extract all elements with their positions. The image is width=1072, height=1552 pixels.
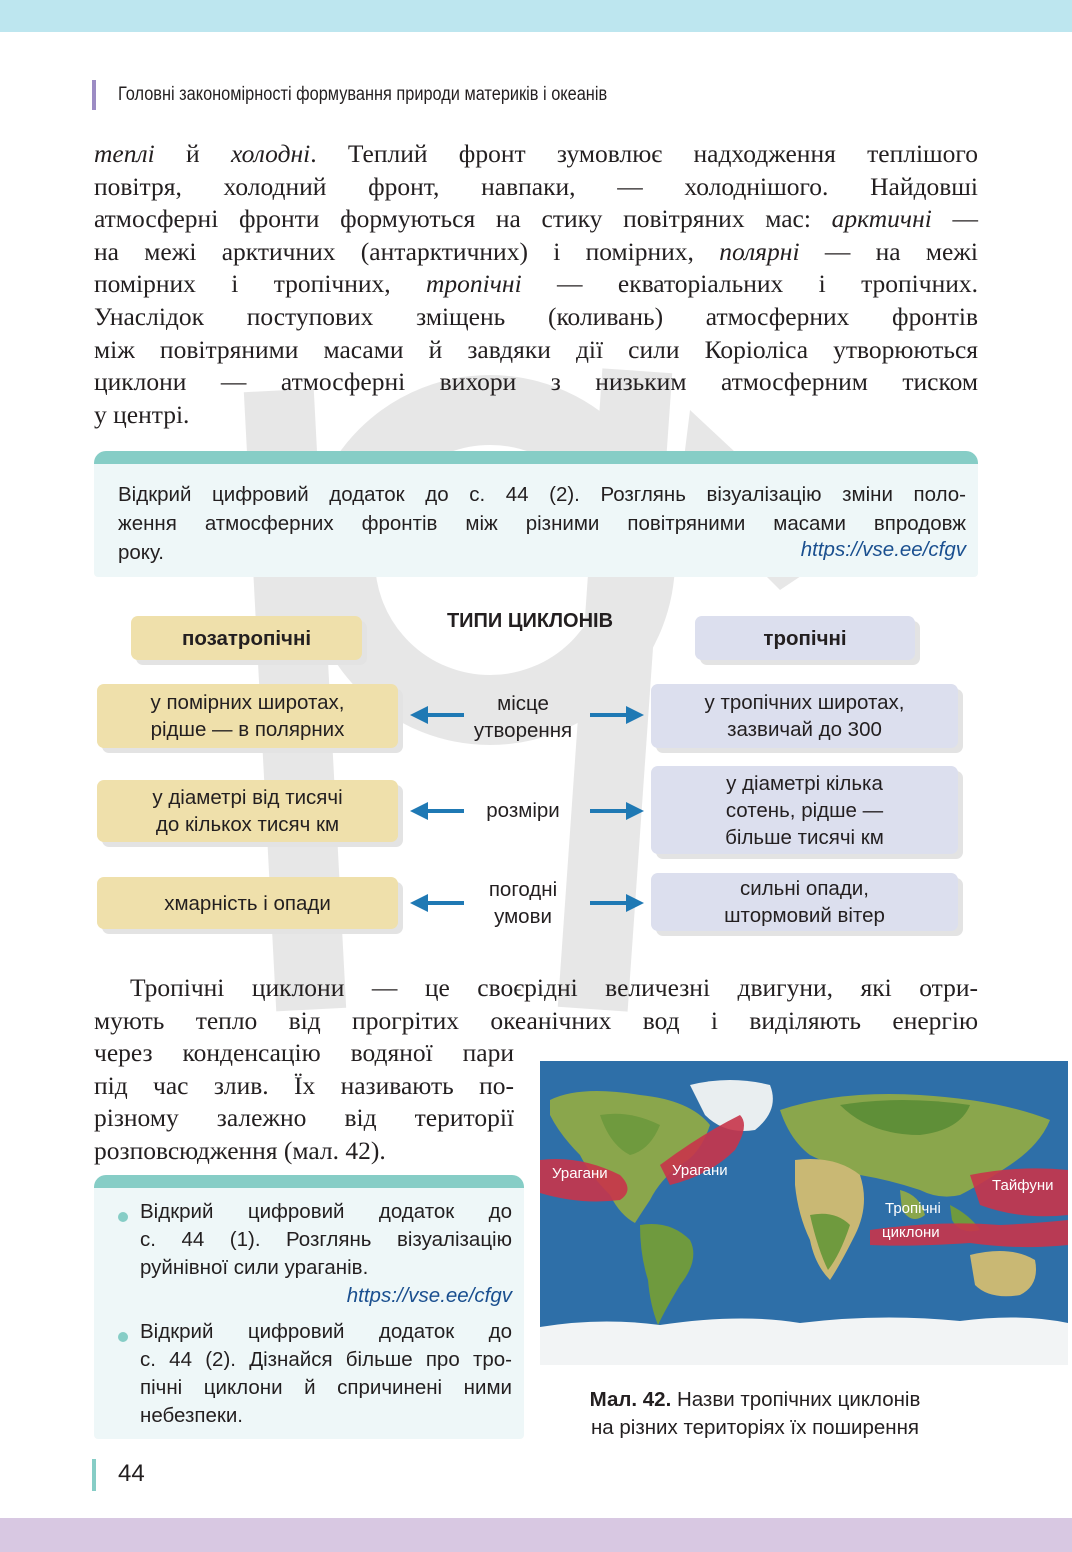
paragraph-line: різному залежно від території bbox=[94, 1103, 514, 1133]
page-number-bar bbox=[92, 1459, 96, 1491]
extratropical-header: позатропічні bbox=[131, 616, 362, 660]
left-arrow-icon bbox=[408, 700, 468, 730]
paragraph-line: повітря, холодний фронт, навпаки, — холоднішого. Найдовші bbox=[94, 171, 978, 201]
paragraph-line: розповсюдження (мал. 42). bbox=[94, 1135, 386, 1165]
top-color-band bbox=[0, 0, 1072, 32]
right-arrow-icon bbox=[586, 888, 646, 918]
supplement-item: Відкрий цифровий додаток до с. 44 (2). Дізнайся більше про тро- пічні циклони й спричинені ними небезпеки. bbox=[140, 1320, 512, 1427]
paragraph-line: у центрі. bbox=[94, 399, 190, 429]
paragraph-line: між повітряними масами й завдяки дії сили Коріоліса утворюються bbox=[94, 334, 978, 364]
paragraph-line: мують тепло від прогрітих океанічних вод і виділяють енергію bbox=[94, 1005, 978, 1035]
figure-caption: Мал. 42. Назви тропічних циклонів на різних територіях їх поширення bbox=[589, 1388, 921, 1439]
bullet-icon bbox=[118, 1212, 128, 1222]
paragraph-line: на межі арктичних (антарктичних) і помірних, полярні — на межі bbox=[94, 236, 979, 266]
digital-supplement-box-2 bbox=[94, 1175, 524, 1439]
map-label-typhoons: Тайфуни bbox=[992, 1177, 1054, 1194]
box-line: року. bbox=[118, 541, 164, 564]
page-number: 44 bbox=[118, 1460, 145, 1487]
extratropical-size: у діаметрі від тисячі до кількох тисяч км bbox=[97, 780, 398, 842]
running-title: Головні закономірності формування природи материків і океанів bbox=[118, 84, 608, 105]
right-arrow-icon bbox=[586, 700, 646, 730]
tropical-location: у тропічних широтах, зазвичай до 300 bbox=[651, 684, 958, 748]
size-label: розміри bbox=[486, 799, 560, 822]
paragraph-tropical-cyclones bbox=[94, 972, 978, 1037]
paragraph-line: Унаслідок поступових зміщень (коливань) атмосферних фронтів bbox=[94, 301, 978, 331]
supplement-link[interactable]: https://vse.ee/cfgv bbox=[346, 1284, 512, 1307]
bottom-color-band bbox=[0, 1518, 1072, 1552]
tropical-header: тропічні bbox=[695, 616, 915, 660]
map-label-hurricanes: Урагани bbox=[672, 1162, 728, 1179]
box-line: ження атмосферних фронтів між різними повітряними масами впродовж bbox=[118, 512, 966, 535]
paragraph-line: циклони — атмосферні вихори з низьким атмосферним тиском bbox=[94, 367, 978, 397]
tropical-size: у діаметрі кілька сотень, рідше — більше тисячі км bbox=[651, 766, 958, 854]
diagram-title: ТИПИ ЦИКЛОНІВ bbox=[446, 610, 614, 632]
left-arrow-icon bbox=[408, 796, 468, 826]
supplement-link[interactable]: https://vse.ee/cfgv bbox=[800, 538, 966, 561]
tropical-weather: сильні опади, штормовий вітер bbox=[651, 873, 958, 931]
box-line: Відкрий цифровий додаток до с. 44 (2). Розглянь візуалізацію зміни поло- bbox=[118, 483, 966, 506]
world-map-tropical-cyclones bbox=[540, 1055, 1068, 1365]
paragraph-fronts bbox=[94, 138, 978, 431]
extratropical-location: у помірних широтах, рідше — в полярних bbox=[97, 684, 398, 748]
left-arrow-icon bbox=[408, 888, 468, 918]
map-label-hurricanes: Урагани bbox=[552, 1165, 608, 1182]
digital-supplement-box bbox=[94, 451, 978, 577]
bullet-icon bbox=[118, 1332, 128, 1342]
supplement-item: Відкрий цифровий додаток до с. 44 (1). Розглянь візуалізацію руйнівної сили ураганів. https://vse.ee/cfgv bbox=[140, 1198, 512, 1310]
header-accent-bar bbox=[92, 80, 96, 110]
weather-label: погодні умови bbox=[488, 878, 558, 928]
paragraph-line: атмосферні фронти формуються на стику повітряних мас: арктичні — bbox=[94, 204, 978, 234]
paragraph-line: теплі й холодні. Теплий фронт зумовлює надходження теплішого bbox=[94, 139, 978, 168]
paragraph-line: Тропічні циклони — це своєрідні величезні двигуни, які отри- bbox=[130, 973, 978, 1002]
extratropical-weather: хмарність і опади bbox=[97, 877, 398, 929]
paragraph-line: помірних і тропічних, тропічні — екваторіальних і тропічних. bbox=[94, 269, 978, 299]
antarctica bbox=[540, 1317, 1068, 1365]
right-arrow-icon bbox=[586, 796, 646, 826]
paragraph-line: через конденсацію водяної пари bbox=[94, 1038, 514, 1067]
paragraph-line: під час злив. Їх називають по- bbox=[94, 1070, 514, 1100]
map-label-tropical-cyclones: Тропічні bbox=[885, 1200, 941, 1217]
map-label-tropical-cyclones: циклони bbox=[882, 1224, 940, 1241]
paragraph-tropical-cyclones-cont bbox=[94, 1037, 514, 1167]
location-label: місце утворення bbox=[473, 692, 573, 742]
